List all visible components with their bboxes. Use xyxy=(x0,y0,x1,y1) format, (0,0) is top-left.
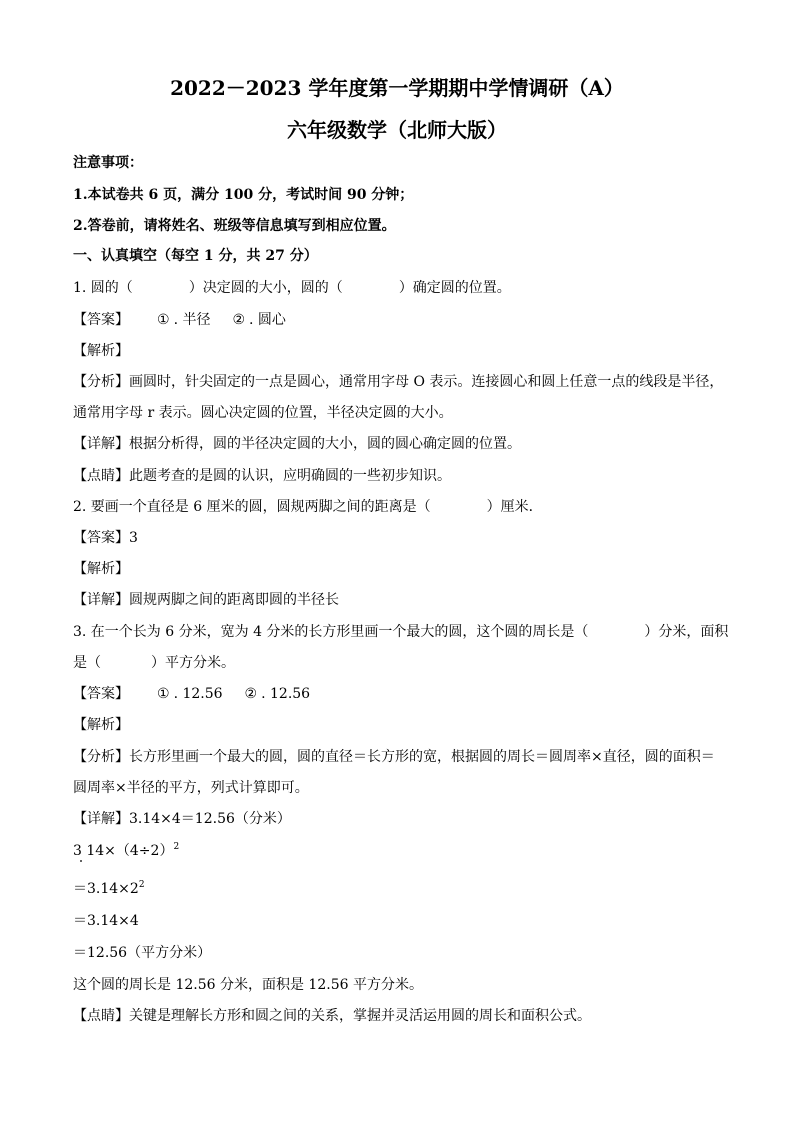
q3-stem-part-d: ）平方分米。 xyxy=(151,655,235,671)
q3-calc-line-2 xyxy=(73,878,145,898)
page-title: 2022－2023 学年度第一学期期中学情调研（A） xyxy=(170,76,624,100)
q3-calc-line-4: ＝12.56（平方分米） xyxy=(73,945,212,961)
comment-tag: 【点睛】 xyxy=(73,468,129,484)
q1-stem-part-b: ）决定圆的大小，圆的（ xyxy=(188,280,343,296)
q1-answer-2-mark: ② xyxy=(232,312,246,328)
q1-answer-2: . 圆心 xyxy=(249,312,286,328)
q2-detail-text: 圆规两脚之间的距离即圆的半径长 xyxy=(129,592,339,608)
q3-conclusion: 这个圆的周长是 12.56 分米，面积是 12.56 平方分米。 xyxy=(73,977,423,993)
q1-stem-part-c: ）确定圆的位置。 xyxy=(398,280,511,296)
q3-calc-2-exponent: 2 xyxy=(138,880,145,890)
q3-calc-2: ＝3.14×2 xyxy=(73,881,139,897)
analysis-tag: 【分析】 xyxy=(73,749,129,765)
q3-analysis-text-1: 长方形里画一个最大的圆，圆的直径＝长方形的宽，根据圆的周长＝圆周率×直径，圆的面积＝ xyxy=(129,749,715,765)
question-1-stem xyxy=(73,277,511,297)
detail-tag: 【详解】 xyxy=(73,436,129,452)
q1-answer-1-mark: ① xyxy=(157,312,170,328)
q2-answer-row xyxy=(73,527,138,547)
q3-comment-text: 关键是理解长方形和圆之间的关系，掌握并灵活运用圆的周长和面积公式。 xyxy=(129,1008,591,1024)
q1-detail xyxy=(73,433,521,453)
detail-tag: 【详解】 xyxy=(73,592,129,608)
q2-stem-part-a: 2. 要画一个直径是 6 厘米的圆，圆规两脚之间的距离是（ xyxy=(73,499,431,515)
q1-stem-part-a: 1. 圆的（ xyxy=(73,280,133,296)
notes-heading: 注意事项： xyxy=(73,155,143,171)
q1-analysis-line-1 xyxy=(73,371,723,391)
answer-tag: 【答案】 xyxy=(73,530,129,546)
page-subtitle: 六年级数学（北师大版） xyxy=(287,118,507,142)
analysis-tag: 【分析】 xyxy=(73,374,129,390)
notes-item-1: 1.本试卷共 6 页，满分 100 分，考试时间 90 分钟； xyxy=(73,187,414,203)
question-3-stem-line-1 xyxy=(73,621,728,641)
answer-tag: 【答案】 xyxy=(73,686,129,702)
q3-answer-2: . 12.56 xyxy=(261,686,311,702)
q1-comment-text: 此题考查的是圆的认识，应明确圆的一些初步知识。 xyxy=(129,468,451,484)
q1-answer-row xyxy=(73,309,286,329)
question-3-stem-line-2 xyxy=(73,652,235,672)
comment-tag: 【点睛】 xyxy=(73,1008,129,1024)
q3-detail xyxy=(73,808,291,828)
q1-answer-1: . 半径 xyxy=(173,312,211,328)
notes-item-2: 2.答卷前，请将姓名、班级等信息填写到相应位置。 xyxy=(73,218,396,234)
q1-analysis-text-1: 画圆时，针尖固定的一点是圆心，通常用字母 O 表示。连接圆心和圆上任意一点的线段是半径， xyxy=(129,374,724,390)
q3-stem-part-b: ）分米，面积 xyxy=(644,624,729,640)
q3-calc-line-1 xyxy=(73,840,179,860)
q3-calc-1: 3 14×（4÷2） xyxy=(73,843,174,859)
q3-answer-row xyxy=(73,683,310,703)
q3-detail-text: 3.14×4＝12.56（分米） xyxy=(129,811,291,827)
answer-tag: 【答案】 xyxy=(73,312,129,328)
question-2-stem xyxy=(73,496,543,516)
detail-tag: 【详解】 xyxy=(73,811,129,827)
decimal-dot-mark xyxy=(80,860,82,862)
q1-detail-text: 根据分析得，圆的半径决定圆的大小，圆的圆心确定圆的位置。 xyxy=(129,436,521,452)
q1-explain-tag: 【解析】 xyxy=(73,343,129,359)
q3-analysis-line-2: 圆周率×半径的平方，列式计算即可。 xyxy=(73,780,309,796)
q3-answer-1-mark: ① xyxy=(157,686,170,702)
q3-stem-part-c: 是（ xyxy=(73,655,101,671)
q1-analysis-line-2: 通常用字母 r 表示。圆心决定圆的位置，半径决定圆的大小。 xyxy=(73,405,453,421)
q3-stem-part-a: 3. 在一个长为 6 分米，宽为 4 分米的长方形里画一个最大的圆，这个圆的周长是（ xyxy=(73,624,589,640)
q3-comment xyxy=(73,1005,591,1025)
q2-answer: 3 xyxy=(129,530,138,546)
q3-explain-tag: 【解析】 xyxy=(73,717,129,733)
q3-analysis-line-1 xyxy=(73,746,715,766)
q1-comment xyxy=(73,465,451,485)
section-1-heading: 一、认真填空（每空 1 分，共 27 分） xyxy=(73,248,318,264)
q2-explain-tag: 【解析】 xyxy=(73,561,129,577)
q2-detail xyxy=(73,589,339,609)
q2-stem-part-b: ）厘米． xyxy=(486,499,543,515)
q3-answer-1: . 12.56 xyxy=(173,686,223,702)
q3-answer-2-mark: ② xyxy=(244,686,258,702)
q3-calc-1-exponent: 2 xyxy=(173,842,180,852)
q3-calc-line-3: ＝3.14×4 xyxy=(73,913,139,929)
